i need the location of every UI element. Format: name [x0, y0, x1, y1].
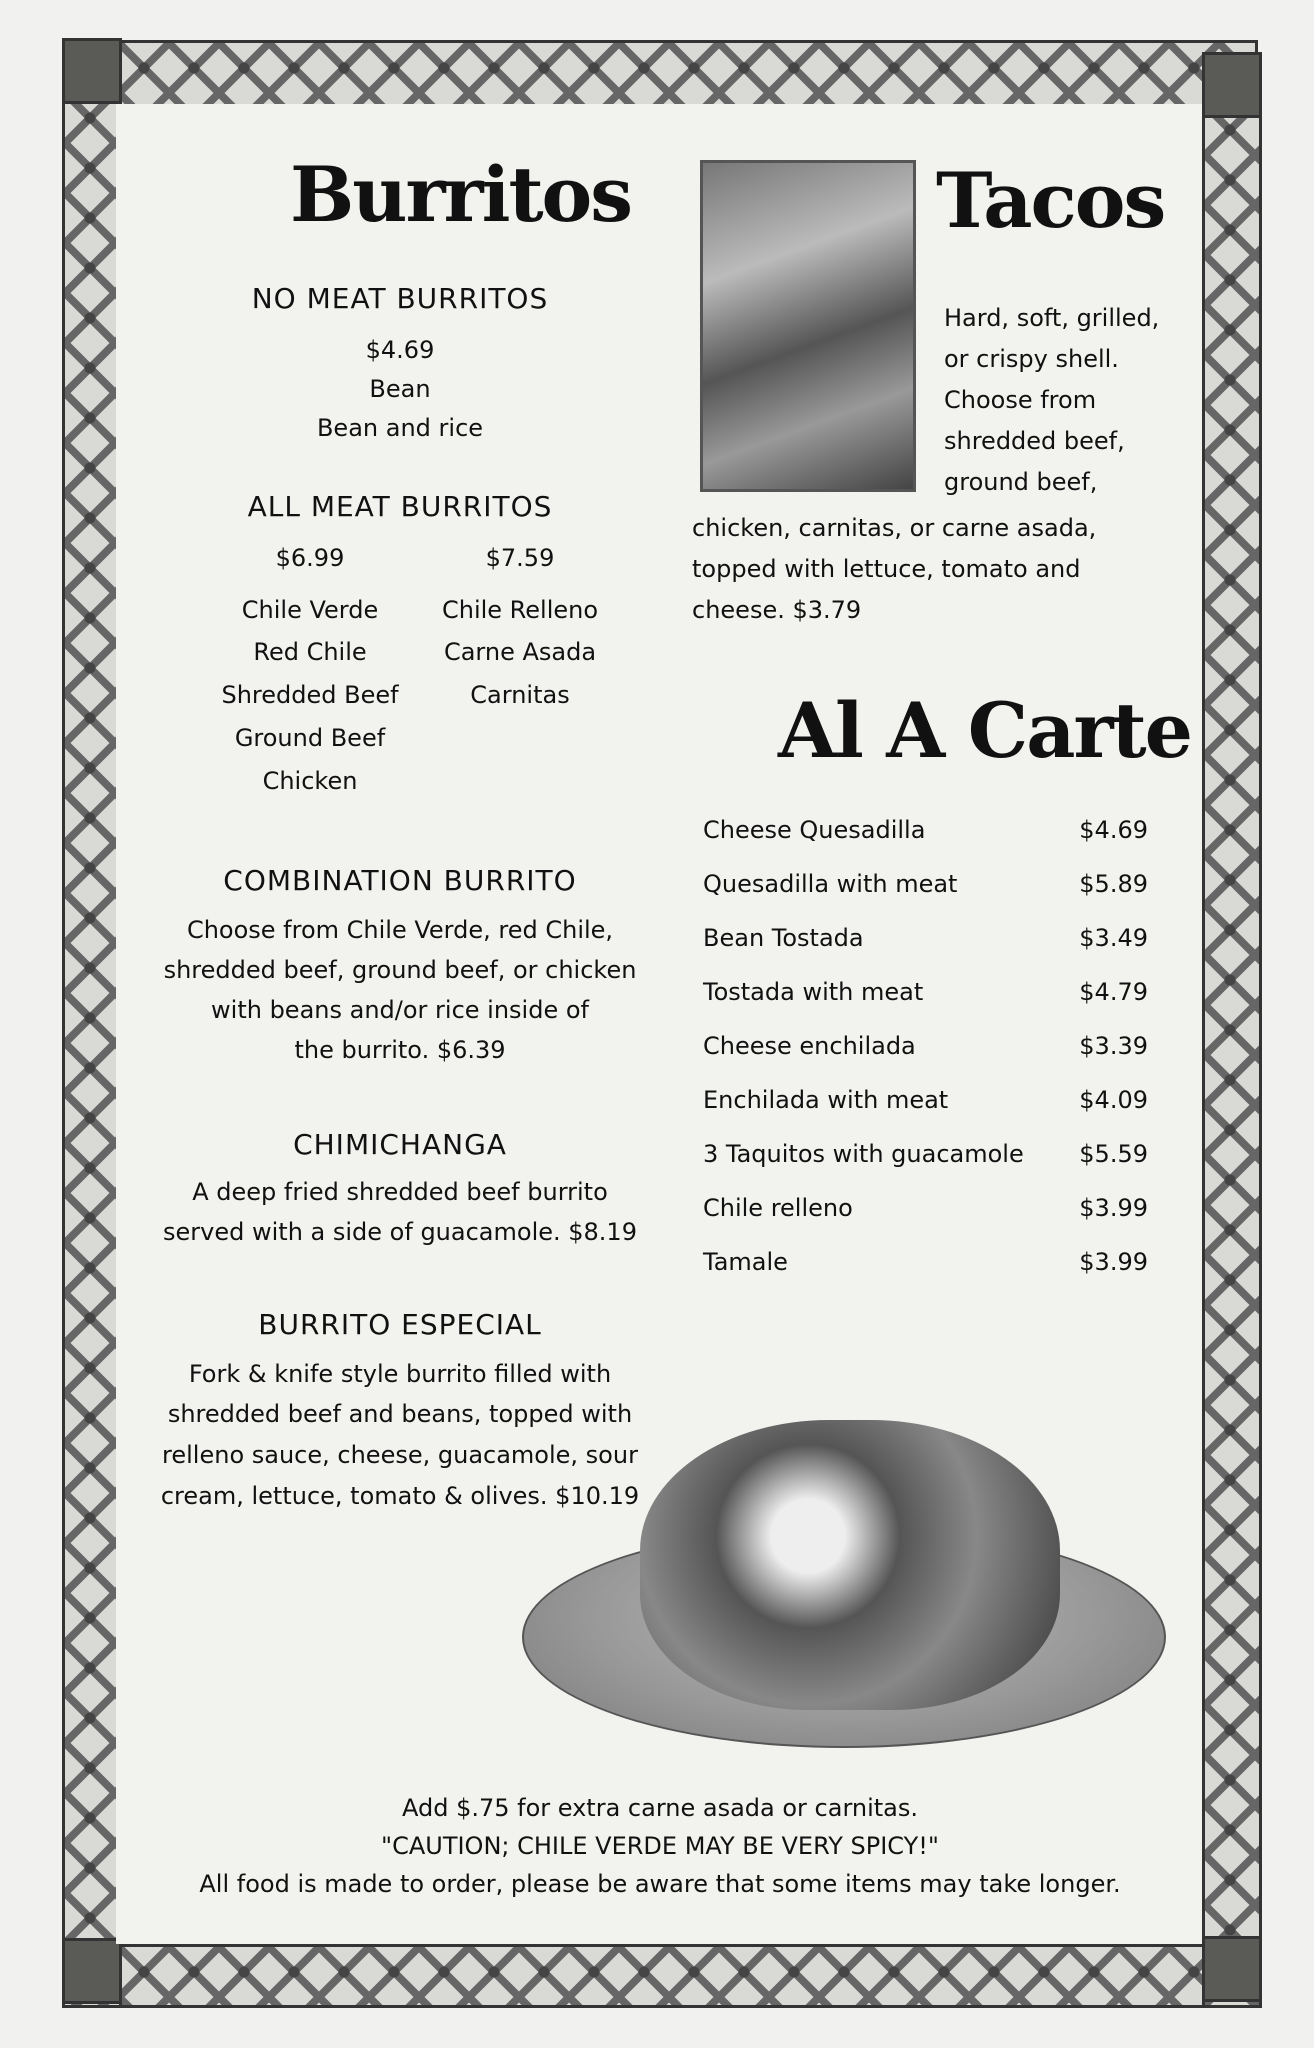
chimichanga-line: A deep fried shredded beef burrito — [192, 1178, 608, 1206]
tile-border-top — [66, 40, 1258, 110]
tacos-description-short — [944, 298, 1194, 503]
alacarte-row — [703, 924, 1148, 952]
footer-line: All food is made to order, please be aware that some items may take longer. — [199, 1870, 1121, 1898]
tacos-line: ground beef, — [944, 468, 1098, 496]
combination-line: shredded beef, ground beef, or chicken — [163, 956, 637, 984]
taco-photo — [700, 160, 916, 492]
chimichanga-line: served with a side of guacamole. $8.19 — [163, 1218, 637, 1246]
all-meat-price-2: $7.59 — [485, 544, 555, 572]
alacarte-item-name: Enchilada with meat — [703, 1086, 949, 1114]
alacarte-item-price: $4.69 — [1079, 816, 1148, 844]
alacarte-item-price: $4.09 — [1079, 1086, 1148, 1114]
especial-line: Fork & knife style burrito filled with — [188, 1360, 612, 1388]
tacos-line: shredded beef, — [944, 427, 1125, 455]
especial-heading: BURRITO ESPECIAL — [258, 1308, 542, 1341]
no-meat-heading: NO MEAT BURRITOS — [251, 282, 549, 315]
alacarte-row — [703, 978, 1148, 1006]
alacarte-item-price: $5.59 — [1079, 1140, 1148, 1168]
alacarte-item-price: $3.99 — [1079, 1194, 1148, 1222]
alacarte-item-price: $5.89 — [1079, 870, 1148, 898]
alacarte-row — [703, 1140, 1148, 1168]
tile-border-right — [1202, 52, 1262, 2008]
tacos-title: Tacos — [936, 156, 1165, 245]
no-meat-item: Bean and rice — [316, 414, 484, 442]
alacarte-title: Al A Carte — [778, 686, 1191, 775]
burritos-title: Burritos — [290, 150, 632, 239]
tacos-line: Hard, soft, grilled, — [944, 304, 1160, 332]
especial-line: relleno sauce, cheese, guacamole, sour — [162, 1441, 638, 1469]
alacarte-row — [703, 816, 1148, 844]
all-meat-item: Shredded Beef — [221, 681, 399, 709]
tile-border-bottom — [66, 1944, 1258, 2008]
no-meat-item: Bean — [369, 375, 431, 403]
alacarte-item-name: Cheese enchilada — [703, 1032, 916, 1060]
burrito-especial-photo — [640, 1420, 1060, 1710]
tacos-line: cheese. $3.79 — [692, 596, 862, 624]
alacarte-item-name: Tamale — [703, 1248, 788, 1276]
all-meat-price-1: $6.99 — [275, 544, 345, 572]
all-meat-item: Chicken — [262, 767, 358, 795]
alacarte-item-price: $3.99 — [1079, 1248, 1148, 1276]
corner-tile-bottom-right — [1202, 1936, 1262, 2002]
alacarte-item-name: Cheese Quesadilla — [703, 816, 926, 844]
tacos-line: or crispy shell. — [944, 345, 1119, 373]
tacos-line: topped with lettuce, tomato and — [692, 555, 1081, 583]
footer-line: Add $.75 for extra carne asada or carnitas. — [401, 1794, 919, 1822]
corner-tile-top-left — [62, 38, 122, 104]
alacarte-item-name: Quesadilla with meat — [703, 870, 958, 898]
all-meat-item: Red Chile — [253, 638, 367, 666]
all-meat-item: Chile Relleno — [441, 596, 599, 624]
combination-heading: COMBINATION BURRITO — [223, 864, 577, 897]
alacarte-item-price: $4.79 — [1079, 978, 1148, 1006]
no-meat-price: $4.69 — [365, 336, 435, 364]
all-meat-item: Carne Asada — [443, 638, 597, 666]
tacos-line: Choose from — [944, 386, 1097, 414]
especial-line: cream, lettuce, tomato & olives. $10.19 — [160, 1482, 640, 1510]
all-meat-item: Ground Beef — [234, 724, 386, 752]
alacarte-item-name: Tostada with meat — [703, 978, 924, 1006]
combination-line: with beans and/or rice inside of — [211, 996, 589, 1024]
alacarte-row — [703, 1086, 1148, 1114]
corner-tile-bottom-left — [62, 1938, 122, 2004]
alacarte-item-name: Chile relleno — [703, 1194, 853, 1222]
alacarte-row — [703, 870, 1148, 898]
alacarte-item-price: $3.49 — [1079, 924, 1148, 952]
alacarte-row — [703, 1248, 1148, 1276]
especial-line: shredded beef and beans, topped with — [167, 1400, 633, 1428]
all-meat-item: Chile Verde — [241, 596, 379, 624]
tacos-description-wide — [692, 508, 1112, 631]
tile-border-left — [62, 40, 122, 2008]
all-meat-item: Carnitas — [470, 681, 570, 709]
tacos-line: chicken, carnitas, or carne asada, — [692, 514, 1097, 542]
combination-line: Choose from Chile Verde, red Chile, — [186, 916, 614, 944]
combination-line: the burrito. $6.39 — [294, 1036, 506, 1064]
alacarte-item-price: $3.39 — [1079, 1032, 1148, 1060]
alacarte-row — [703, 1194, 1148, 1222]
alacarte-row — [703, 1032, 1148, 1060]
all-meat-heading: ALL MEAT BURRITOS — [247, 490, 553, 523]
corner-tile-top-right — [1202, 52, 1262, 118]
alacarte-item-name: Bean Tostada — [703, 924, 864, 952]
chimichanga-heading: CHIMICHANGA — [293, 1128, 507, 1161]
footer-caution: "CAUTION; CHILE VERDE MAY BE VERY SPICY!" — [381, 1832, 939, 1860]
alacarte-item-name: 3 Taquitos with guacamole — [703, 1140, 1024, 1168]
